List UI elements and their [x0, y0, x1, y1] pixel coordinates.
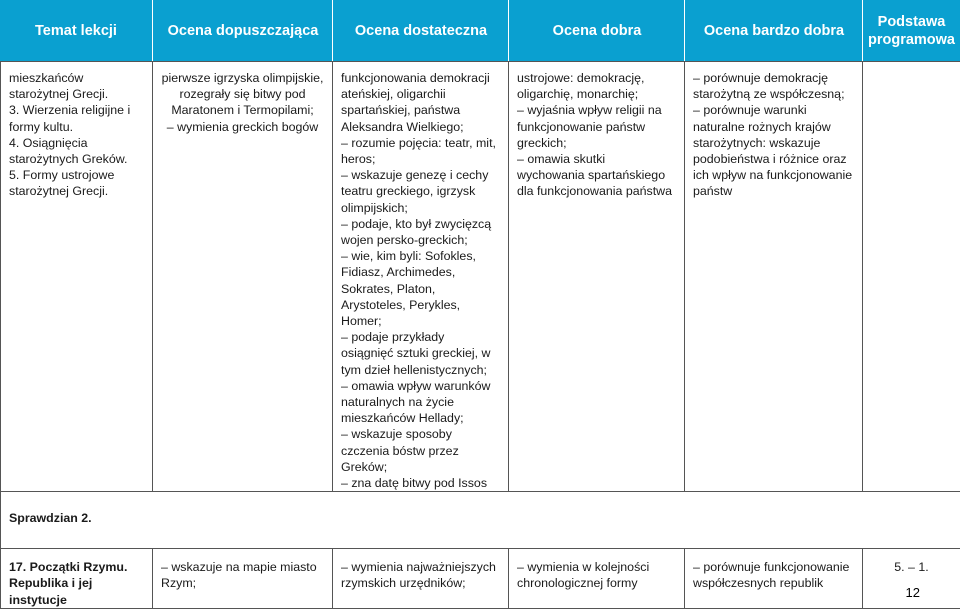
requirement-item: – omawia wpływ warunków naturalnych na życie mieszkańców Hellady;	[341, 378, 500, 427]
cell-podstawa	[863, 62, 960, 492]
cell-dostateczna	[333, 62, 509, 492]
cell-dopuszczajaca	[153, 549, 333, 609]
cell-dopuszczajaca	[153, 62, 333, 492]
requirement-item: pierwsze igrzyska olimpijskie, rozegrały się bitwy pod Maratonem i Termopilami;	[161, 70, 324, 119]
requirement-item: – porównuje funkcjonowanie współczesnych republik	[685, 549, 862, 591]
table-row	[1, 492, 960, 549]
requirement-item: – wymienia w kolejności chronologicznej formy	[509, 549, 684, 591]
topic-line: 4. Osiągnięcia starożytnych Greków.	[9, 135, 144, 167]
requirement-item: – wskazuje sposoby czczenia bóstw przez Greków;	[341, 426, 500, 475]
cell-dobra	[509, 62, 685, 492]
requirement-item: – podaje, kto był zwycięzcą wojen persko-greckich;	[341, 216, 500, 248]
sprawdzian-cell	[1, 492, 960, 549]
cell-topic	[1, 549, 153, 609]
requirement-item: – podaje przykłady osiągnięć sztuki greckiej, w tym dzieł hellenistycznych;	[341, 329, 500, 378]
cell-dobra	[509, 549, 685, 609]
topic-line: mieszkańców starożytnej Grecji.	[9, 70, 144, 102]
requirements-table	[0, 61, 960, 609]
header-dostateczna: Ocena dostateczna	[332, 0, 509, 61]
requirement-item: – porównuje warunki naturalne rożnych krajów starożytnych: wskazuje podobieństwa i różnice oraz ich wpływ na funkcjonowanie państw	[693, 102, 854, 199]
header-dobra: Ocena dobra	[508, 0, 685, 61]
cell-bardzo-dobra	[685, 62, 863, 492]
requirement-item: – wie, kim byli: Sofokles, Fidiasz, Archimedes, Sokrates, Platon, Arystoteles, Perykles, Homer;	[341, 248, 500, 329]
header-dopuszczajaca: Ocena dopuszczająca	[152, 0, 333, 61]
topic-line: 3. Wierzenia religijne i formy kultu.	[9, 102, 144, 134]
requirement-item: – wskazuje na mapie miasto Rzym;	[153, 549, 332, 591]
header-podstawa: Podstawa programowa	[862, 0, 960, 61]
requirement-item: – rozumie pojęcia: teatr, mit, heros;	[341, 135, 500, 167]
header-topic: Temat lekcji	[0, 0, 152, 61]
topic-line: 5. Formy ustrojowe starożytnej Grecji.	[9, 167, 144, 199]
requirement-item: funkcjonowania demokracji ateńskiej, oligarchii spartańskiej, państwa Aleksandra Wielkiego;	[341, 70, 500, 135]
requirement-item: – wymienia najważniejszych rzymskich urzędników;	[333, 549, 508, 591]
cell-dostateczna	[333, 549, 509, 609]
cell-bardzo-dobra	[685, 549, 863, 609]
table-row	[1, 62, 960, 492]
sprawdzian-label: Sprawdzian 2.	[1, 492, 960, 526]
requirement-item: – wymienia greckich bogów	[161, 119, 324, 135]
topic-title: 17. Początki Rzymu. Republika i jej instytucje	[1, 549, 152, 608]
cell-topic	[1, 62, 153, 492]
header-bardzo-dobra: Ocena bardzo dobra	[684, 0, 863, 61]
page-number: 12	[906, 585, 920, 600]
requirement-item: – wskazuje genezę i cechy teatru greckiego, igrzysk olimpijskich;	[341, 167, 500, 216]
requirement-item: – zna datę bitwy pod Issos	[341, 475, 500, 491]
table-row	[1, 549, 960, 609]
requirement-item: – wyjaśnia wpływ religii na funkcjonowanie państw greckich;	[517, 102, 676, 151]
requirement-item: – omawia skutki wychowania spartańskiego dla funkcjonowania państwa	[517, 151, 676, 200]
podstawa-value: 5. – 1.	[863, 549, 960, 575]
requirement-item: – porównuje demokrację starożytną ze współczesną;	[693, 70, 854, 102]
table-header	[0, 0, 960, 61]
requirement-item: ustrojowe: demokrację, oligarchię, monarchię;	[517, 70, 676, 102]
